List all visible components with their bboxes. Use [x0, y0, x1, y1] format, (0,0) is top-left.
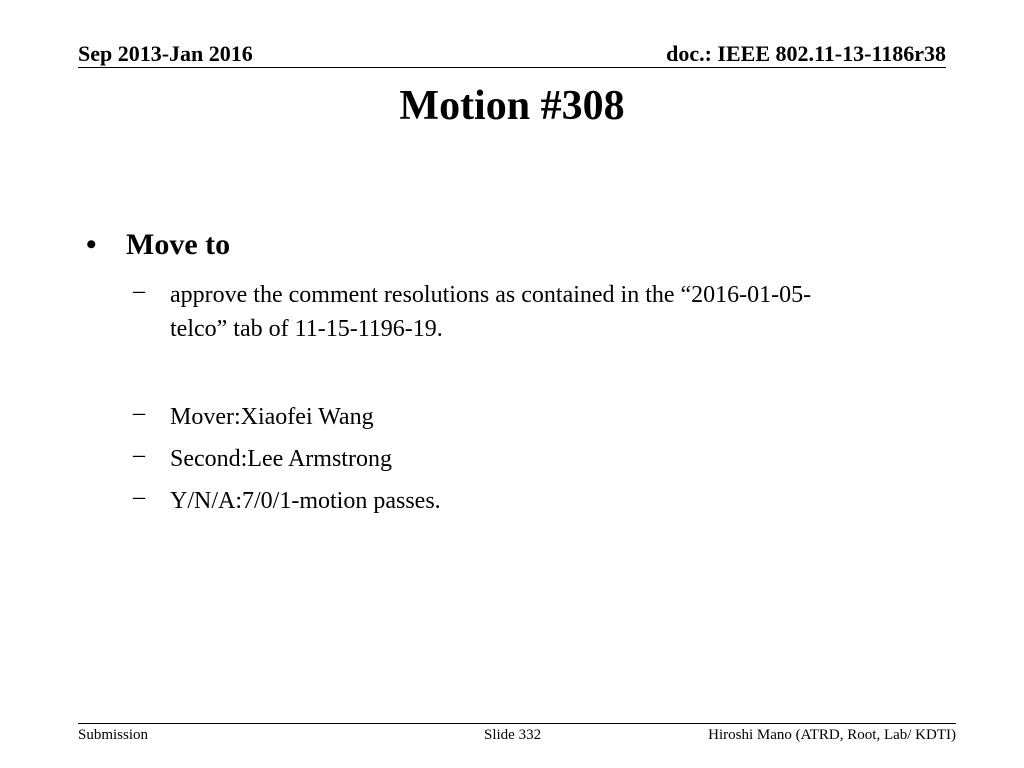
header-doc-id: doc.: IEEE 802.11-13-1186r38 — [666, 41, 946, 66]
slide-title: Motion #308 — [399, 83, 625, 129]
footer-slide-number: Slide 332 — [484, 727, 542, 743]
footer-author: Hiroshi Mano (ATRD, Root, Lab/ KDTI) — [708, 727, 956, 743]
bullet-move-to: Move to — [126, 228, 231, 261]
dash-icon: – — [133, 484, 145, 510]
dash-icon: – — [133, 400, 145, 426]
header-date-range: Sep 2013-Jan 2016 — [78, 41, 253, 66]
footer-divider — [78, 723, 956, 724]
mover-line: Mover:Xiaofei Wang — [170, 404, 374, 430]
motion-text-line-1: approve the comment resolutions as contained in the “2016-01-05- — [170, 282, 812, 308]
dash-icon: – — [133, 442, 145, 468]
header-divider — [78, 67, 946, 68]
vote-result-line: Y/N/A:7/0/1-motion passes. — [170, 488, 441, 514]
second-line: Second:Lee Armstrong — [170, 446, 392, 472]
footer-submission: Submission — [78, 727, 149, 743]
motion-text-line-2: telco” tab of 11-15-1196-19. — [170, 316, 443, 342]
bullet-icon: • — [86, 228, 97, 261]
dash-icon: – — [133, 278, 145, 304]
